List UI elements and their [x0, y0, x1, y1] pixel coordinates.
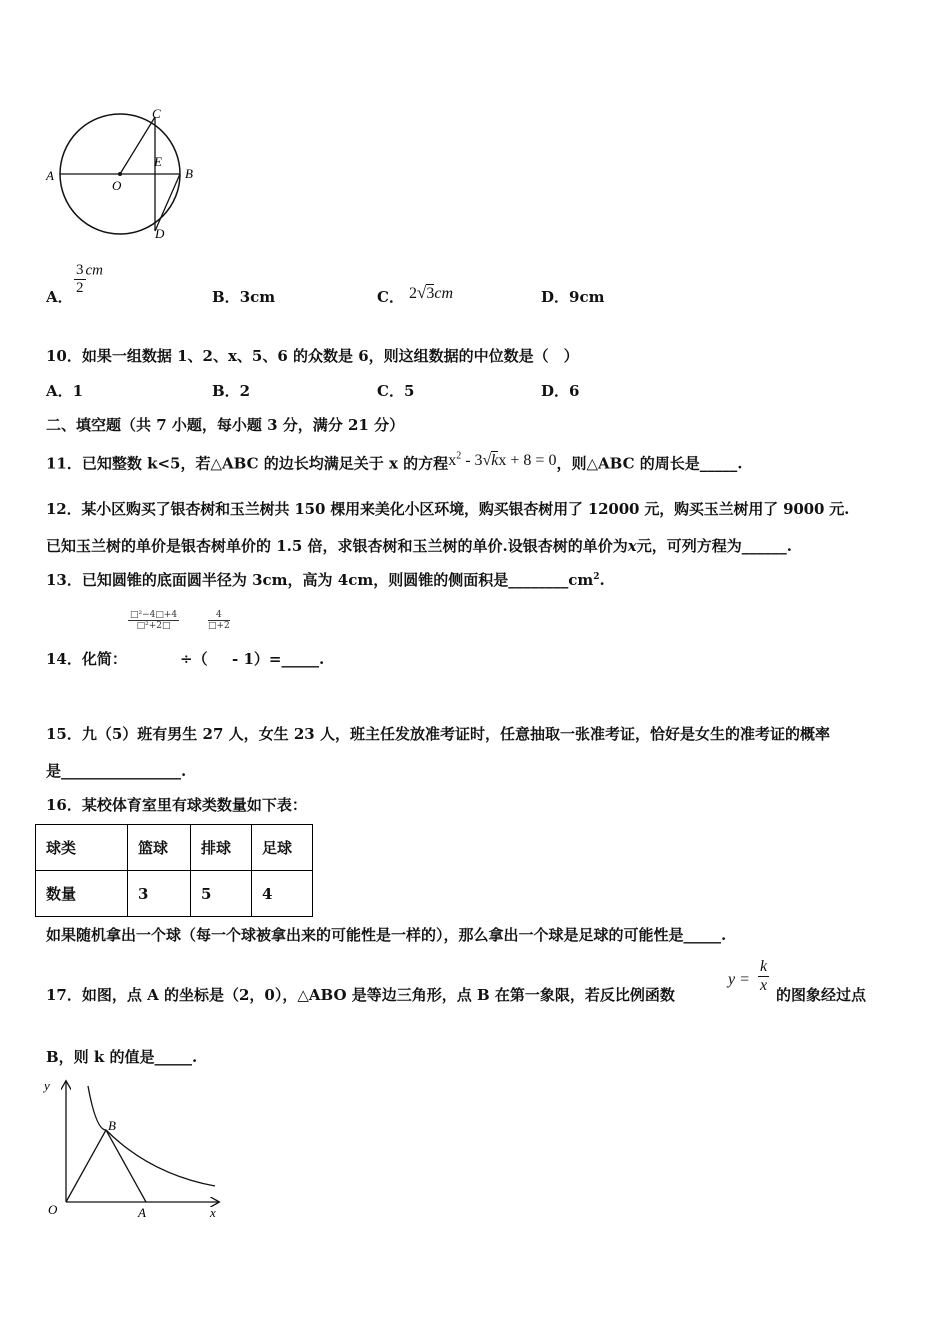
q17-func-frac [758, 958, 769, 995]
q9-option-b[interactable] [212, 286, 275, 307]
fraction1-numerator: □²−4□+4 [130, 610, 178, 620]
q9-option-c-value: 2√3cm [409, 283, 453, 302]
radicand: 3 [426, 285, 435, 302]
table-cell: 排球 [191, 825, 252, 871]
fraction1-denominator: □²+2□ [136, 621, 171, 631]
q14-label: 14．化简： [46, 650, 127, 668]
section-heading: 二、填空题（共 7 小题，每小题 3 分，满分 21 分） [46, 416, 405, 434]
label-a: A [138, 1205, 146, 1220]
center-point [118, 172, 122, 176]
q11-equation: $x^2 - 3√kx + 8 = 0$ [448, 451, 557, 470]
q11-post: ，则△ABC 的周长是_____. [556, 454, 743, 473]
option-letter: A． [46, 288, 73, 306]
table-cell: 足球 [252, 825, 313, 871]
label-e: E [154, 154, 162, 169]
ball-table [35, 824, 313, 917]
q12-line2: 已知玉兰树的单价是银杏树单价的 1.5 倍，求银杏树和玉兰树的单价.设银杏树的单价为x元，可列方程为______. [46, 537, 792, 555]
fraction2-numerator: 4 [208, 610, 230, 621]
hyperbola-figure [40, 1076, 230, 1226]
q13-line: 13．已知圆锥的底面圆半径为 3cm，高为 4cm，则圆锥的侧面积是$\_\_\_\_\_\_\_\_cm^2$. [46, 571, 605, 589]
table-cell: 3 [128, 871, 191, 917]
label-b: B [185, 166, 193, 181]
label-o: O [112, 178, 122, 193]
label-o: O [48, 1202, 58, 1217]
option-letter: B． [212, 288, 240, 306]
table-cell: 4 [252, 871, 313, 917]
func-numerator: k [760, 958, 768, 975]
q9-option-c[interactable] [377, 286, 404, 307]
q14-div: ÷（ [180, 650, 208, 668]
segment-oc [120, 117, 155, 174]
q17-func-y: y = [728, 971, 750, 988]
segment-bd [155, 174, 180, 231]
q10-option-b[interactable]: B．2 [212, 382, 251, 400]
fraction-denominator: 2 [76, 279, 84, 296]
table-row [36, 825, 313, 871]
coefficient: 2 [409, 285, 417, 302]
option-letter: D． [541, 288, 570, 306]
q11-line [46, 451, 742, 473]
table-row [36, 871, 313, 917]
func-denominator: x [760, 977, 768, 994]
label-a: A [46, 168, 54, 183]
label-x: x [210, 1205, 216, 1220]
q16-stem: 16．某校体育室里有球类数量如下表： [46, 796, 307, 814]
option-text: 3cm [239, 288, 276, 306]
segment-ab [106, 1130, 146, 1202]
fraction-numerator: 3 [76, 262, 84, 278]
q14-fraction2 [208, 610, 230, 631]
fraction2-denominator: □+2 [208, 621, 230, 631]
q10-option-d[interactable]: D．6 [541, 382, 580, 400]
segment-ob [66, 1130, 106, 1202]
q12-line1: 12．某小区购买了银杏树和玉兰树共 150 棵用来美化小区环境，购买银杏树用了 12000 元，购买玉兰树用了 9000 元. [46, 500, 850, 518]
unit: cm [85, 262, 103, 279]
table-cell: 5 [191, 871, 252, 917]
q9-option-a[interactable] [46, 286, 73, 307]
q16-after: 如果随机拿出一个球（每一个球被拿出来的可能性是一样的），那么拿出一个球是足球的可能性是_____. [46, 926, 727, 944]
unit: cm [434, 285, 453, 302]
option-text: 9cm [569, 288, 605, 306]
q14-tail: - 1）=_____. [232, 650, 325, 668]
q15-line1: 15．九（5）班有男生 27 人，女生 23 人，班主任发放准考证时，任意抽取一张准考证，恰好是女生的准考证的概率 [46, 725, 830, 743]
hyperbola-curve [88, 1086, 215, 1186]
q15-line2: 是________________. [46, 762, 187, 780]
q10-option-a[interactable]: A．1 [46, 382, 84, 400]
label-c: C [152, 106, 161, 121]
label-d: D [155, 226, 165, 241]
label-b: B [108, 1118, 116, 1133]
q10-stem: 10．如果一组数据 1、2、x、5、6 的众数是 6，则这组数据的中位数是（ ） [46, 347, 579, 365]
q17-line1-post: 的图象经过点 [776, 986, 867, 1004]
table-cell: 球类 [36, 825, 128, 871]
q9-option-a-value [74, 262, 103, 296]
circle-figure [40, 104, 210, 244]
option-letter: C． [377, 288, 404, 306]
q17-line2: B，则 k 的值是_____. [46, 1048, 198, 1066]
table-cell: 篮球 [128, 825, 191, 871]
q9-option-d[interactable] [541, 286, 604, 307]
q10-option-c[interactable]: C．5 [377, 382, 415, 400]
q14-fraction1 [128, 610, 179, 631]
q17-line1-pre: 17．如图，点 A 的坐标是（2，0），△ABO 是等边三角形，点 B 在第一象限，若反比例函数 [46, 986, 675, 1004]
q11-pre: 11．已知整数 k<5，若△ABC 的边长均满足关于 x 的方程 [46, 454, 449, 473]
table-cell: 数量 [36, 871, 128, 917]
label-y: y [44, 1078, 50, 1093]
